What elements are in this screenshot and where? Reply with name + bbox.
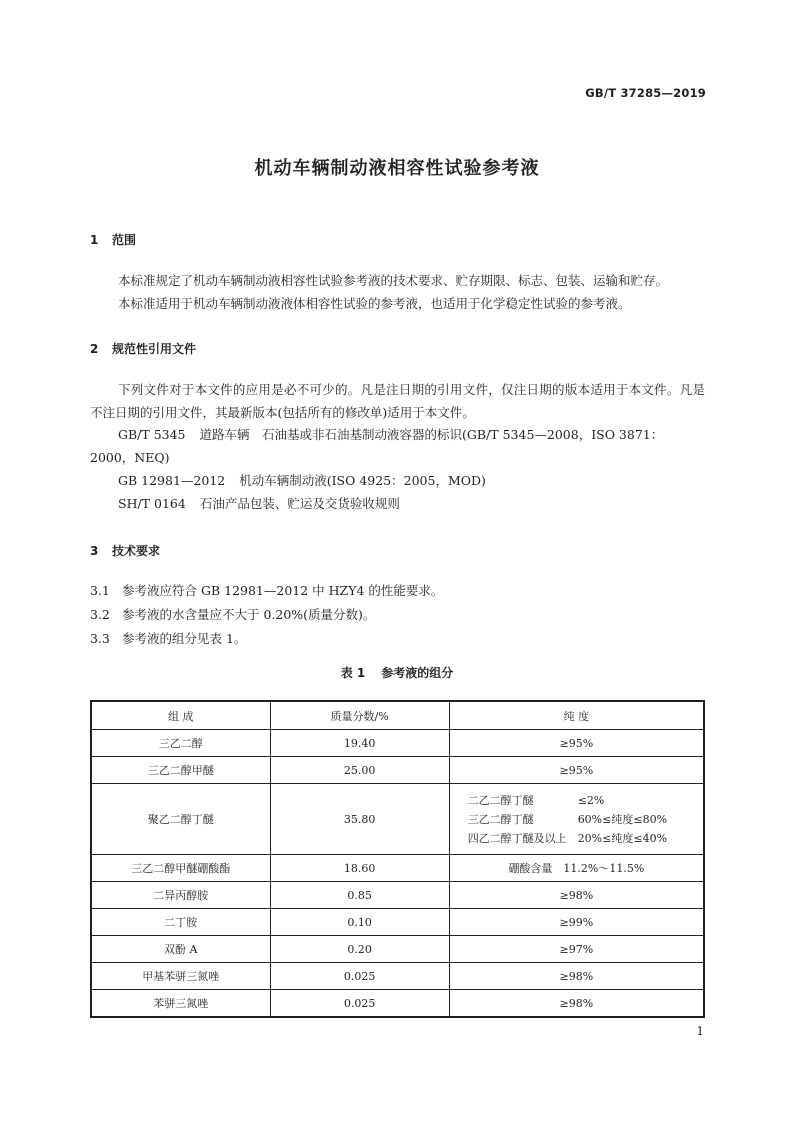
component-name: 三乙二醇甲醚硼酸酯 [91,855,270,882]
purity: 硼酸含量 11.2%～11.5% [449,855,704,882]
component-name: 二异丙醇胺 [91,882,270,909]
mass-fraction: 0.85 [270,882,449,909]
mass-fraction: 18.60 [270,855,449,882]
purity: ≥98% [449,963,704,990]
section-2-number: 2 [90,342,99,356]
table-header-row [91,701,704,730]
composition-table [90,700,705,1018]
clause-3-3 [90,629,246,647]
sub-range: ≤2% [577,793,605,807]
reference-item [118,494,400,512]
section-1-heading [90,231,136,248]
column-header-composition: 组 成 [91,701,270,730]
section-1-title: 范围 [112,233,137,247]
component-name: 三乙二醇 [91,730,270,757]
purity-subline [450,791,703,810]
section-3-title: 技术要求 [112,544,161,558]
table-row [91,784,704,855]
purity: ≥99% [449,909,704,936]
component-name: 二丁胺 [91,909,270,936]
column-header-purity: 纯 度 [449,701,704,730]
reference-item [118,471,486,489]
section-2-heading [90,340,196,357]
table-row [91,757,704,784]
component-name: 苯骈三氮唑 [91,990,270,1018]
sub-range: 60%≤纯度≤80% [577,812,668,826]
table-number: 表 1 [340,666,366,680]
sub-component: 四乙二醇丁醚及以上 [467,831,567,845]
clause-3-1 [90,581,443,599]
document-title: 机动车辆制动液相容性试验参考液 [254,158,540,179]
page-number: 1 [696,1024,704,1038]
section-3-heading [90,542,160,559]
reference-title: 石油产品包装、贮运及交货验收规则 [199,496,400,511]
clause-text: 参考液的水含量应不大于 0.20%(质量分数)。 [122,607,376,622]
component-name: 甲基苯骈三氮唑 [91,963,270,990]
component-name: 双酚 A [91,936,270,963]
mass-fraction: 0.20 [270,936,449,963]
table-row [91,936,704,963]
reference-continuation: 2000，NEQ) [90,450,170,465]
clause-text: 参考液应符合 GB 12981—2012 中 HZY4 的性能要求。 [122,583,444,598]
purity: ≥98% [449,990,704,1018]
purity: ≥97% [449,936,704,963]
table-caption [0,664,794,681]
table-row [91,882,704,909]
table-row [91,963,704,990]
normative-intro: 下列文件对于本文件的应用是必不可少的。凡是注日期的引用文件，仅注日期的版本适用于本文件。凡是不注日期的引用文件，其最新版本(包括所有的修改单)适用于本文件。 [90,382,705,420]
component-name: 三乙二醇甲醚 [91,757,270,784]
sub-component: 三乙二醇丁醚 [467,812,534,826]
standard-code: GB/T 37285—2019 [585,86,706,100]
clause-number: 3.2 [90,607,110,622]
table-title: 参考液的组分 [381,666,454,680]
purity [449,784,704,855]
sub-component: 二乙二醇丁醚 [467,793,534,807]
purity-subline [450,810,703,829]
purity: ≥95% [449,757,704,784]
purity-subline [450,829,703,848]
section-2-title: 规范性引用文件 [112,342,197,356]
mass-fraction: 19.40 [270,730,449,757]
clause-number: 3.3 [90,631,110,646]
mass-fraction: 0.10 [270,909,449,936]
reference-code: SH/T 0164 [118,496,186,511]
clause-3-2 [90,605,375,623]
component-name: 聚乙二醇丁醚 [91,784,270,855]
column-header-mass-fraction: 质量分数/% [270,701,449,730]
mass-fraction: 0.025 [270,990,449,1018]
clause-number: 3.1 [90,583,110,598]
mass-fraction: 25.00 [270,757,449,784]
mass-fraction: 35.80 [270,784,449,855]
sub-range: 20%≤纯度≤40% [577,831,668,845]
table-row [91,909,704,936]
reference-code: GB/T 5345 [118,427,186,442]
table-row [91,990,704,1018]
scope-paragraph-1: 本标准规定了机动车辆制动液相容性试验参考液的技术要求、贮存期限、标志、包装、运输和贮存。 [118,273,669,288]
purity: ≥95% [449,730,704,757]
reference-title: 机动车辆制动液(ISO 4925：2005，MOD) [239,473,486,488]
purity: ≥98% [449,882,704,909]
table-row [91,730,704,757]
table-row [91,855,704,882]
reference-item [118,425,663,443]
section-1-number: 1 [90,233,99,247]
mass-fraction: 0.025 [270,963,449,990]
clause-text: 参考液的组分见表 1。 [122,631,247,646]
reference-code: GB 12981—2012 [118,473,226,488]
scope-paragraph-2: 本标准适用于机动车辆制动液液体相容性试验的参考液，也适用于化学稳定性试验的参考液。 [118,296,631,311]
reference-title: 道路车辆 石油基或非石油基制动液容器的标识(GB/T 5345—2008，ISO 3871： [199,427,664,442]
section-3-number: 3 [90,544,99,558]
